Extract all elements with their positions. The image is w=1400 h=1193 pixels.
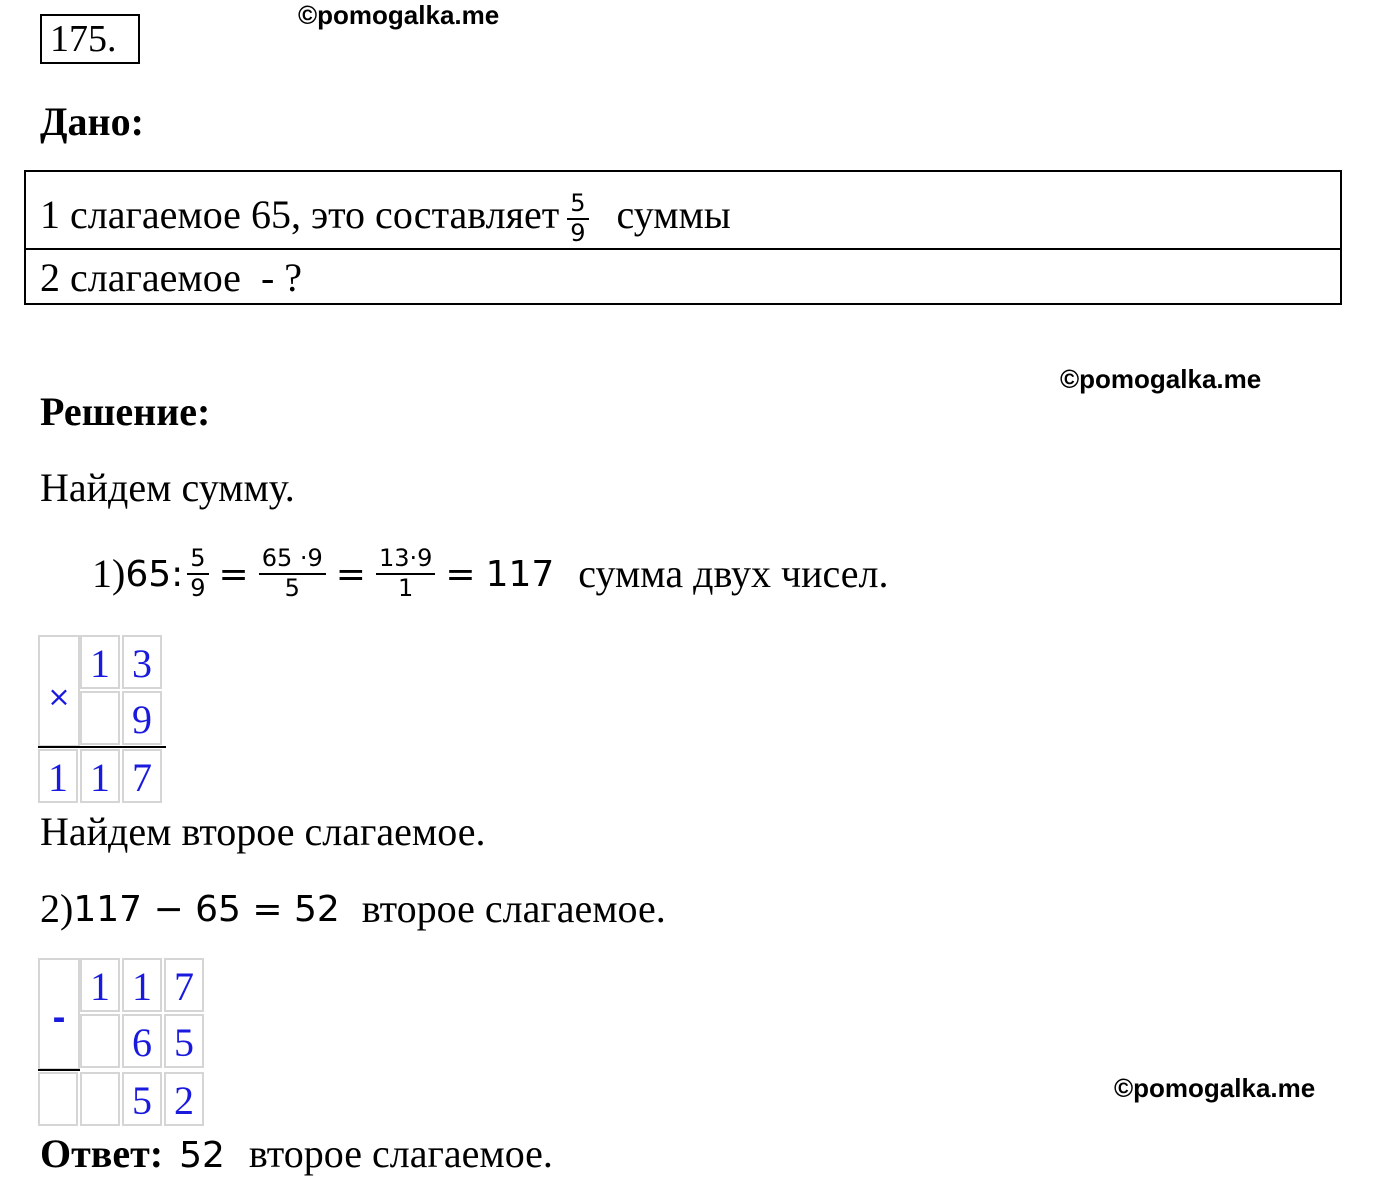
minus-sign-icon: - <box>52 999 66 1037</box>
sub-r2-c1 <box>80 1014 120 1068</box>
step-1-fraction-1-num: 5 <box>187 545 208 575</box>
step-1-fraction-1-den: 9 <box>190 574 206 602</box>
mult-r2-c1 <box>80 691 120 745</box>
watermark-top: ©pomogalka.me <box>298 0 500 30</box>
sub-r2-c2: 6 <box>122 1014 162 1068</box>
mult-operator-cell <box>38 635 80 747</box>
step-1-fraction-3-num: 13·9 <box>376 545 435 575</box>
sub-res-c1 <box>38 1072 78 1126</box>
given-row-2 <box>26 250 1340 305</box>
given-row-2-text: 2 слагаемое - ? <box>40 255 303 300</box>
sub-r1-c2: 1 <box>122 958 162 1012</box>
step-1-fraction-3-den: 1 <box>398 574 414 602</box>
mult-r1-c1: 1 <box>80 635 120 689</box>
step-2-text: второе слагаемое. <box>361 886 666 931</box>
sub-res-c3: 5 <box>122 1072 162 1126</box>
multiplication-column <box>38 635 168 805</box>
task-number: 175. <box>40 14 140 64</box>
answer-value: 52 <box>179 1135 225 1176</box>
step-2-label: 2) <box>40 886 74 931</box>
given-fraction-numerator: 5 <box>567 190 588 220</box>
sub-operator-cell <box>38 958 80 1070</box>
multiply-sign-icon: × <box>47 680 71 713</box>
given-row-1-content <box>40 190 731 247</box>
solution-line-1: Найдем сумму. <box>40 465 295 510</box>
mult-r2-c2: 9 <box>122 691 162 745</box>
sub-r1-c3: 7 <box>164 958 204 1012</box>
mult-res-c1: 1 <box>38 749 78 803</box>
sub-r1-c1: 1 <box>80 958 120 1012</box>
mult-res-c3: 7 <box>122 749 162 803</box>
step-1-fraction-2-den: 5 <box>284 574 300 602</box>
solution-heading: Решение: <box>40 389 211 434</box>
answer-label: Ответ: <box>40 1131 164 1176</box>
step-1-result: 117 <box>485 553 555 595</box>
sub-rule <box>38 1069 80 1071</box>
step-1 <box>92 534 888 614</box>
sub-res-c4: 2 <box>164 1072 204 1126</box>
given-row-1 <box>26 172 1340 250</box>
step-1-eq-1: = <box>218 553 249 595</box>
answer <box>40 1131 553 1176</box>
solution-line-2: Найдем второе слагаемое. <box>40 809 486 854</box>
step-1-eq-2: = <box>335 553 366 595</box>
step-1-fraction-2 <box>259 545 326 602</box>
step-2 <box>40 884 666 934</box>
watermark-middle: ©pomogalka.me <box>1060 364 1262 394</box>
sub-r2-c3: 5 <box>164 1014 204 1068</box>
step-1-eq-3: = <box>445 553 476 595</box>
subtraction-column <box>38 958 210 1126</box>
given-fraction <box>567 190 588 247</box>
mult-res-c2: 1 <box>80 749 120 803</box>
step-1-fraction-2-num: 65 ·9 <box>259 545 326 575</box>
step-2-expr: 117 − 65 = 52 <box>73 888 340 930</box>
answer-text: второе слагаемое. <box>248 1131 553 1176</box>
step-1-lhs: 65: <box>125 553 184 595</box>
mult-r1-c2: 3 <box>122 635 162 689</box>
step-1-fraction-3 <box>376 545 435 602</box>
given-heading: Дано: <box>40 99 144 144</box>
given-row-1-text: 1 слагаемое 65, это составляет <box>40 191 560 237</box>
step-1-text: сумма двух чисел. <box>578 551 889 596</box>
step-1-label: 1) <box>92 551 126 596</box>
given-row-1-tail: суммы <box>616 191 731 237</box>
given-fraction-denominator: 9 <box>570 218 586 247</box>
sub-res-c2 <box>80 1072 120 1126</box>
step-1-fraction-1 <box>187 545 208 602</box>
watermark-bottom: ©pomogalka.me <box>1114 1073 1316 1103</box>
mult-rule <box>38 746 166 748</box>
given-table <box>24 170 1342 305</box>
